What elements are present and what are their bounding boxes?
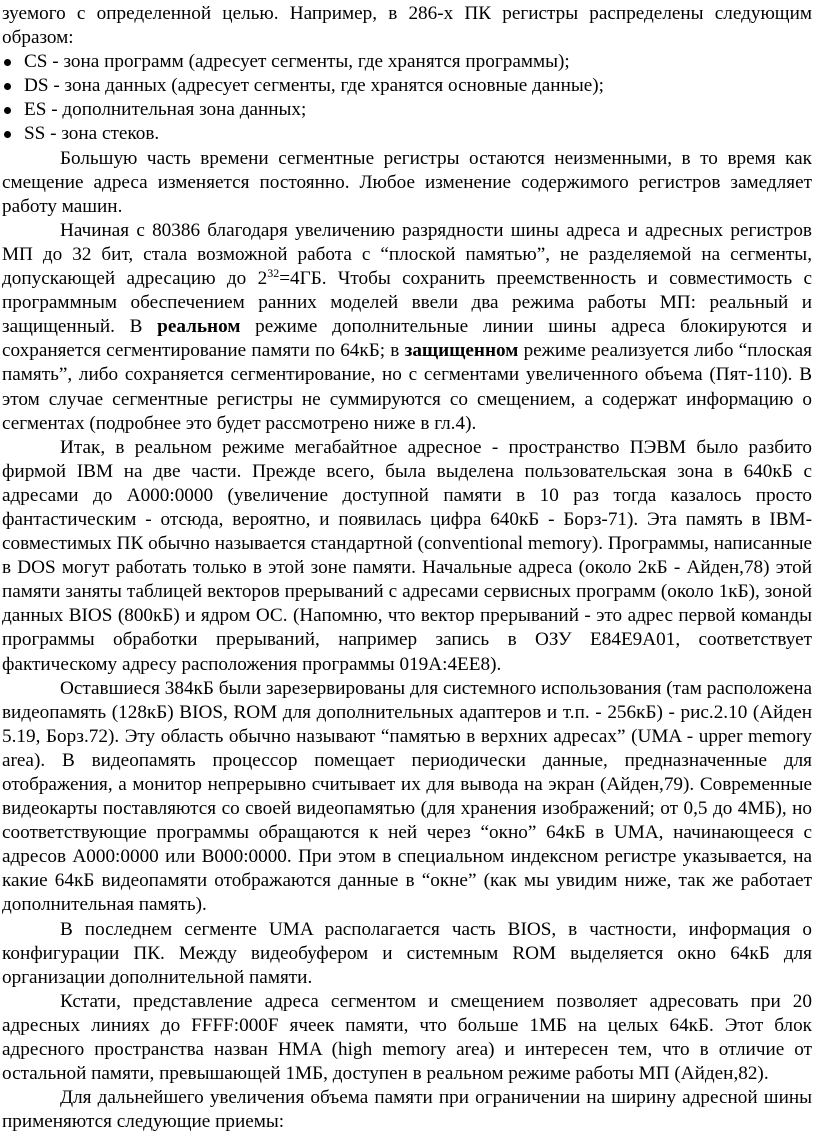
superscript-exponent: 32 <box>267 266 280 281</box>
list-item-text: DS - зона данных (адресует сегменты, где хранятся основные данные); <box>24 75 604 97</box>
text-run: =4ГБ. Чтобы сохранить преемственность и совместимость с программным обеспечением ранних моделей ввели два режима работы МП: реальный и защищенный. В <box>2 268 812 338</box>
text-run: Начиная с 80386 благодаря увеличению разрядности шины адреса и адресных регистров МП до 32 бит, стала возможной работа с “плоской памятью”, не разделяемой на сегменты, допускающей адресацию до 2 <box>2 219 812 290</box>
list-item <box>2 122 812 146</box>
paragraph-upper-memory: Оставшиеся 384кБ были зарезервированы для системного использования (там расположена видеопамять (128кБ) BIOS, ROM для дополнительных адаптеров и т.п. - 256кБ) - рис.2.10 (Айден 5.19, Борз.72). Эту область обычно называют “памятью в верхних адресах” (UMA - upper memory area). В видеопамять процессор помещает периодически данные, предназначенные для отображения, а монитор непрерывно считывает их для вывода на экран (Айден,79). Современные видеокарты поставляются со своей видеопамятью (для хранения изображений; от 0,5 до 4МБ), но соответствующие программы обращаются к ней через “окно” 64кБ в UMA, начинающееся с адресов A000:0000 или B000:0000. При этом в специальном индексном регистре указывается, на какие 64кБ видеопамяти отображаются данные в “окне” (как мы увидим ниже, так же работает дополнительная память). <box>2 677 812 916</box>
list-item <box>2 98 812 122</box>
segment-register-list <box>2 50 812 146</box>
paragraph-intro: зуемого с определенной целью. Например, в 286-х ПК регистры распределены следующим образом: <box>2 3 812 49</box>
list-item-text: CS - зона программ (адресует сегменты, где хранятся программы); <box>24 51 570 73</box>
paragraph-flat-memory <box>2 219 812 436</box>
list-item-text: ES - дополнительная зона данных; <box>24 99 307 121</box>
paragraph-segment-registers: Большую часть времени сегментные регистры остаются неизменными, в то время как смещение адреса изменяется постоянно. Любое изменение содержимого регистров замедляет работу машин. <box>2 147 812 217</box>
paragraph-uma-bios: В последнем сегменте UMA располагается часть BIOS, в частности, информация о конфигурации ПК. Между видеобуфером и системным ROM выделяется окно 64кБ для организации дополнительной памяти. <box>2 918 812 988</box>
bold-term-protected: защищенном <box>404 340 519 362</box>
paragraph-memory-expansion: Для дальнейшего увеличения объема памяти при ограничении на ширину адресной шины применяются следующие приемы: <box>2 1087 812 1133</box>
bullet-icon <box>4 83 11 90</box>
bold-term-real: реальном <box>157 316 241 338</box>
text-run: режиме реализуется либо “плоская память”, либо сохраняется сегментирование, но с сегментами увеличенного объема (Пят-110). В этом случае сегментные регистры не суммируются со смещением, а содержат информацию о сегментах (подробнее это будет рассмотрено ниже в гл.4). <box>2 340 812 434</box>
list-item <box>2 50 812 74</box>
text-run: режиме дополнительные линии шины адреса блокируются и сохраняется сегментирование памяти по 64кБ; в <box>2 316 812 362</box>
bullet-icon <box>4 131 11 138</box>
bullet-icon <box>4 59 11 66</box>
paragraph-hma: Кстати, представление адреса сегментом и смещением позволяет адресовать при 20 адресных линиях до FFFF:000F ячеек памяти, что больше 1МБ на целых 64кБ. Этот блок адресного пространства назван HMA (high memory area) и интересен тем, что в отличие от остальной памяти, превышающей 1МБ, доступен в реальном режиме работы МП (Айден,82). <box>2 990 812 1085</box>
bullet-icon <box>4 107 11 114</box>
paragraph-conventional-memory: Итак, в реальном режиме мегабайтное адресное - пространство ПЭВМ было разбито фирмой IBM на две части. Прежде всего, была выделена пользовательская зона в 640кБ с адресами до A000:0000 (увеличение доступной памяти в 10 раз тогда казалось просто фантастическим - отсюда, вероятно, и появилась цифра 640кБ - Борз-71). Эта память в IBM-совместимых ПК обычно называется стандартной (conventional memory). Программы, написанные в DOS могут работать только в этой зоне памяти. Начальные адреса (около 2кБ - Айден,78) этой памяти заняты таблицей векторов прерываний с адресами сервисных программ (около 1кБ), зоной данных BIOS (800кБ) и ядром ОС. (Напомню, что вектор прерываний - это адрес первой команды программы обработки прерываний, например запись в ОЗУ E84E9A01, соответствует фактическому адресу расположения программы 019A:4EE8). <box>2 436 812 675</box>
list-item-text: SS - зона стеков. <box>24 123 160 145</box>
list-item <box>2 74 812 98</box>
